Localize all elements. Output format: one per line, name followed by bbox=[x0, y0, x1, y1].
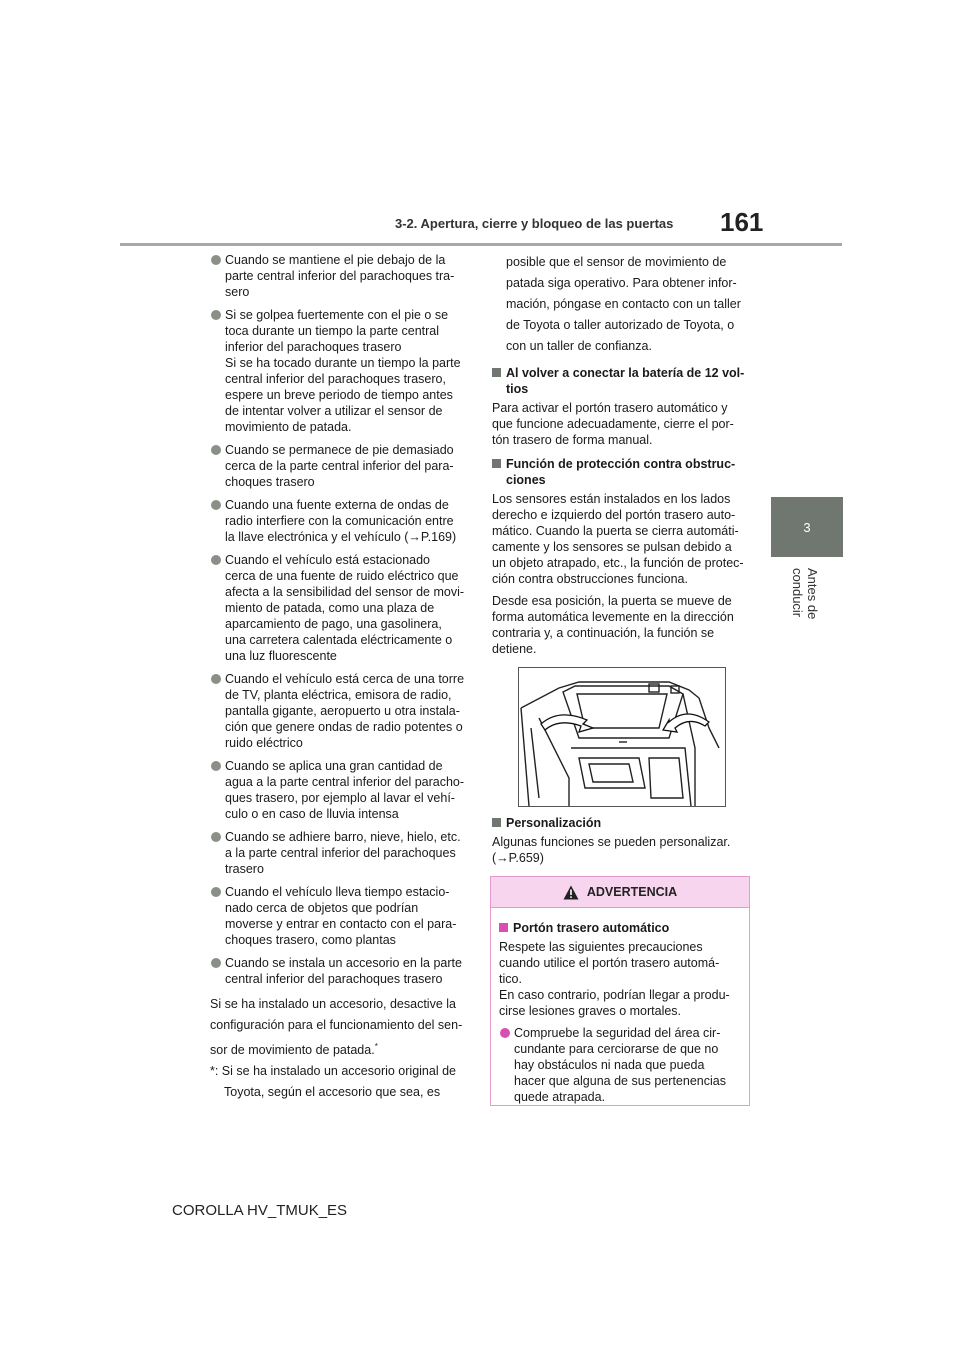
text-line: inferior del parachoques trasero bbox=[225, 340, 402, 354]
text-line: tico. bbox=[499, 972, 522, 986]
text-line: la llave electrónica y el vehículo (→P.169) bbox=[225, 530, 457, 544]
text-line: culo o en caso de lluvia intensa bbox=[225, 807, 399, 821]
protection-heading bbox=[492, 456, 754, 488]
text-line: cerca de la parte central inferior del para- bbox=[225, 459, 454, 473]
continuation-text bbox=[492, 252, 754, 357]
tailgate-illustration bbox=[518, 667, 726, 807]
header-divider bbox=[120, 243, 842, 246]
text-line: Función de protección contra obstruc- bbox=[506, 457, 736, 471]
text-line: miento de patada, como una plaza de bbox=[225, 601, 435, 615]
text-line: Cuando se instala un accesorio en la parte bbox=[225, 956, 462, 970]
text-line: una carretera calentada eléctricamente o bbox=[225, 633, 453, 647]
list-item bbox=[210, 884, 472, 948]
text-line: central inferior del parachoques trasero bbox=[225, 972, 443, 986]
text-line: *: Si se ha instalado un accesorio original de bbox=[210, 1064, 456, 1079]
text-line: posible que el sensor de movimiento de bbox=[506, 255, 727, 269]
chapter-label: Antes de conducir bbox=[790, 568, 820, 620]
text-line: que funcione adecuadamente, cierre el por- bbox=[492, 417, 734, 431]
text-line: forma automática levemente en la dirección bbox=[492, 610, 734, 624]
text-line: choques trasero bbox=[225, 475, 315, 489]
text-line: tón trasero de forma manual. bbox=[492, 433, 653, 447]
text-line bbox=[210, 1036, 472, 1061]
text-line: Algunas funciones se pueden personalizar. bbox=[492, 835, 731, 849]
text-line: quede atrapada. bbox=[514, 1090, 606, 1104]
text-line: ción contra obstrucciones funciona. bbox=[492, 572, 688, 586]
text-line: Si se golpea fuertemente con el pie o se bbox=[225, 308, 449, 322]
text-line: ques trasero, por ejemplo al lavar el vehí- bbox=[225, 791, 455, 805]
text-line: Cuando el vehículo está estacionado bbox=[225, 553, 431, 567]
text-line: con un taller de confianza. bbox=[506, 339, 652, 353]
text-line: En caso contrario, podrían llegar a produ- bbox=[499, 988, 730, 1002]
text-line: parte central inferior del parachoques tra- bbox=[225, 269, 455, 283]
text-line: Si se ha instalado un accesorio, desactive la bbox=[210, 997, 456, 1011]
chapter-tab[interactable] bbox=[771, 497, 843, 557]
heading-text: Personalización bbox=[506, 816, 602, 830]
footer-model-code: COROLLA HV_TMUK_ES bbox=[172, 1202, 348, 1219]
warning-text bbox=[499, 939, 741, 1019]
list-item bbox=[210, 252, 472, 300]
text-line: Los sensores están instalados en los lados bbox=[492, 492, 731, 506]
right-column bbox=[492, 252, 754, 872]
tailgate-drawing bbox=[519, 668, 725, 806]
protection-text-2 bbox=[492, 593, 754, 657]
accessory-note bbox=[210, 994, 472, 1061]
warning-heading bbox=[499, 920, 741, 936]
text-line: pantalla gigante, aeropuerto u otra instala- bbox=[225, 704, 460, 718]
text-line: cerca de una fuente de ruido eléctrico que bbox=[225, 569, 459, 583]
list-item bbox=[210, 829, 472, 877]
battery-text bbox=[492, 400, 754, 448]
text-line: Cuando se mantiene el pie debajo de la bbox=[225, 253, 446, 267]
text-line: cuando utilice el portón trasero automá- bbox=[499, 956, 720, 970]
text-line: Para activar el portón trasero automático y bbox=[492, 401, 728, 415]
text-line: Respete las siguientes precauciones bbox=[499, 940, 703, 954]
text-line: (→P.659) bbox=[492, 851, 544, 865]
text-line: a la parte central inferior del parachoques bbox=[225, 846, 456, 860]
customization-heading bbox=[492, 815, 754, 831]
warning-body bbox=[491, 908, 749, 1105]
text-line: cirse lesiones graves o mortales. bbox=[499, 1004, 682, 1018]
list-item bbox=[210, 307, 472, 435]
text-line: choques trasero, como plantas bbox=[225, 933, 396, 947]
protection-text bbox=[492, 491, 754, 587]
battery-heading bbox=[492, 365, 754, 397]
text-line: ción que genere ondas de radio potentes o bbox=[225, 720, 463, 734]
text-line: Cuando se adhiere barro, nieve, hielo, etc. bbox=[225, 830, 461, 844]
text-line: aparcamiento de pago, una gasolinera, bbox=[225, 617, 442, 631]
text-line: detiene. bbox=[492, 642, 537, 656]
list-item bbox=[210, 552, 472, 664]
text-line: hay obstáculos ni nada que pueda bbox=[514, 1058, 705, 1072]
text-line: Cuando el vehículo lleva tiempo estacio- bbox=[225, 885, 450, 899]
text-line: agua a la parte central inferior del paracho- bbox=[225, 775, 465, 789]
list-item bbox=[210, 497, 472, 545]
section-title: 3-2. Apertura, cierre y bloqueo de las puertas bbox=[395, 216, 674, 231]
text-line: mación, póngase en contacto con un taller bbox=[506, 297, 741, 311]
text-line: Desde esa posición, la puerta se mueve de bbox=[492, 594, 732, 608]
text-line: ciones bbox=[506, 473, 546, 487]
heading-text: Portón trasero automático bbox=[513, 921, 670, 935]
text-line: configuración para el funcionamiento del sen- bbox=[210, 1018, 463, 1032]
footnote bbox=[210, 1061, 472, 1103]
warning-header bbox=[491, 877, 749, 908]
warning-bullet bbox=[499, 1025, 741, 1105]
text-line: moverse y entrar en contacto con el para- bbox=[225, 917, 457, 931]
text-line: tios bbox=[506, 382, 529, 396]
list-item bbox=[210, 758, 472, 822]
text-line: hacer que alguna de sus pertenencias bbox=[514, 1074, 726, 1088]
text-line: patada siga operativo. Para obtener infor- bbox=[506, 276, 737, 290]
text-line: Cuando se permanece de pie demasiado bbox=[225, 443, 454, 457]
text-line: Cuando el vehículo está cerca de una torre bbox=[225, 672, 465, 686]
text-line: mático. Cuando la puerta se cierra automáti- bbox=[492, 524, 739, 538]
text-line: una luz fluorescente bbox=[225, 649, 337, 663]
text-line: de intentar volver a utilizar el sensor de bbox=[225, 404, 443, 418]
text-line: Cuando se aplica una gran cantidad de bbox=[225, 759, 443, 773]
text-line-content: sor de movimiento de patada. bbox=[210, 1043, 375, 1058]
text-line: espere un breve periodo de tiempo antes bbox=[225, 388, 453, 402]
text-line: Si se ha tocado durante un tiempo la parte bbox=[225, 356, 461, 370]
text-line: Toyota, según el accesorio que sea, es bbox=[224, 1085, 441, 1100]
text-line: sero bbox=[225, 285, 250, 299]
list-item bbox=[210, 671, 472, 751]
text-line: derecho e izquierdo del portón trasero auto- bbox=[492, 508, 736, 522]
text-line: toca durante un tiempo la parte central bbox=[225, 324, 440, 338]
list-item bbox=[210, 955, 472, 987]
warning-box bbox=[490, 876, 750, 1106]
condition-list bbox=[210, 252, 472, 987]
text-line: afecta a la sensibilidad del sensor de movi- bbox=[225, 585, 465, 599]
text-line: un objeto atrapado, etc., la función de protec- bbox=[492, 556, 744, 570]
text-line: central inferior del parachoques trasero, bbox=[225, 372, 446, 386]
text-line: Compruebe la seguridad del área cir- bbox=[514, 1026, 721, 1040]
text-line: Cuando una fuente externa de ondas de bbox=[225, 498, 449, 512]
customization-text bbox=[492, 834, 754, 866]
text-line: ruido eléctrico bbox=[225, 736, 303, 750]
text-line: movimiento de patada. bbox=[225, 420, 352, 434]
text-line: nado cerca de objetos que podrían bbox=[225, 901, 419, 915]
footnote-mark: * bbox=[374, 1042, 378, 1051]
text-line: camente y los sensores se pulsan debido a bbox=[492, 540, 732, 554]
warning-triangle-icon bbox=[563, 885, 579, 900]
text-line: Al volver a conectar la batería de 12 vol- bbox=[506, 366, 745, 380]
left-column bbox=[210, 252, 472, 1103]
list-item bbox=[210, 442, 472, 490]
text-line: radio interfiere con la comunicación entre bbox=[225, 514, 454, 528]
text-line: contraria y, a continuación, la función se bbox=[492, 626, 715, 640]
text-line: trasero bbox=[225, 862, 264, 876]
warning-title: ADVERTENCIA bbox=[586, 885, 678, 899]
text-line: cundante para cerciorarse de que no bbox=[514, 1042, 719, 1056]
chapter-number: 3 bbox=[803, 519, 811, 535]
text-line: de TV, planta eléctrica, emisora de radio, bbox=[225, 688, 452, 702]
page-number: 161 bbox=[720, 207, 764, 237]
text-line: de Toyota o taller autorizado de Toyota, o bbox=[506, 318, 735, 332]
